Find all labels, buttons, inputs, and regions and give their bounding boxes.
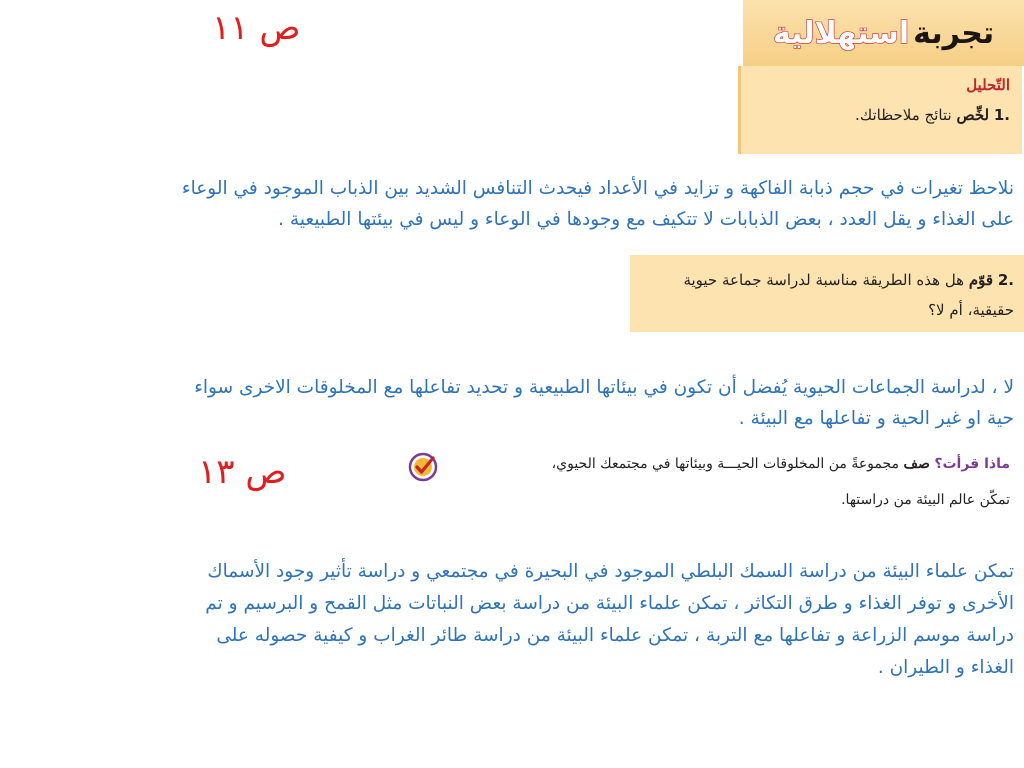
question-2-verb: قوّم	[968, 271, 994, 289]
page-ref-11: ص ١١	[212, 8, 301, 48]
question-2-number: .2	[997, 271, 1014, 289]
answer-3-line-2: الأخرى و توفر الغذاء و طرق التكاثر ، تمكن علماء البيئة من دراسة بعض النباتات مثل القمح و البرسيم و تم	[205, 593, 1014, 614]
what-did-you-read-box	[408, 452, 1014, 522]
question-1-text: نتائج ملاحظاتك.	[855, 106, 957, 124]
question-1-verb: لخِّص	[956, 106, 990, 124]
read-line-1	[552, 456, 1010, 472]
question-2-box	[630, 255, 1024, 332]
question-2-line-2: حقيقية، أم لا؟	[928, 301, 1014, 319]
analysis-heading: التّحليل	[966, 76, 1010, 94]
title-main: تجربة	[913, 15, 995, 51]
read-verb: صف	[903, 456, 930, 472]
question-1-number: .1	[993, 106, 1010, 124]
answer-3-line-4: الغذاء و الطيران .	[877, 657, 1014, 678]
analysis-box	[738, 66, 1022, 154]
read-line-2: تمكّن عالم البيئة من دراستها.	[841, 492, 1010, 508]
question-2-line-1	[640, 265, 1014, 295]
title-accent: استهلالية	[772, 15, 910, 51]
answer-2-line-1: لا ، لدراسة الجماعات الحيوية يُفضل أن تكون في بيئاتها الطبيعية و تحديد تفاعلها مع المخلوقات الاخرى سواء	[194, 377, 1014, 398]
answer-1	[14, 173, 1014, 235]
title-banner	[743, 0, 1024, 66]
question-2-text-1: هل هذه الطريقة مناسبة لدراسة جماعة حيوية	[683, 271, 969, 289]
answer-1-line-1: نلاحظ تغيرات في حجم ذبابة الفاكهة و تزايد في الأعداد فيحدث التنافس الشديد بين الذباب الموجود في الوعاء	[181, 178, 1014, 199]
answer-1-line-2: على الغذاء و يقل العدد ، بعض الذبابات لا تتكيف مع وجودها في الوعاء و ليس في بيئتها الطبيعية .	[278, 209, 1014, 230]
answer-3-line-1: تمكن علماء البيئة من دراسة السمك البلطي الموجود في البحيرة في مجتمعي و دراسة تأثير وجود الأسماك	[207, 561, 1014, 582]
answer-2-line-2: حية او غير الحية و تفاعلها مع البيئة .	[738, 408, 1014, 429]
read-text-1: مجموعةً من المخلوقات الحيـــة وبيئاتها في مجتمعك الحيوي،	[551, 456, 904, 472]
answer-3	[14, 556, 1014, 684]
question-1	[751, 104, 1010, 126]
read-label: ماذا قرأت؟	[934, 456, 1010, 472]
answer-2	[14, 372, 1014, 434]
answer-3-line-3: دراسة موسم الزراعة و تفاعلها مع التربة ، تمكن علماء البيئة من دراسة طائر الغراب و كيفية حصوله على	[216, 625, 1014, 646]
page-ref-13: ص ١٣	[198, 452, 287, 492]
check-badge-icon	[408, 452, 438, 482]
